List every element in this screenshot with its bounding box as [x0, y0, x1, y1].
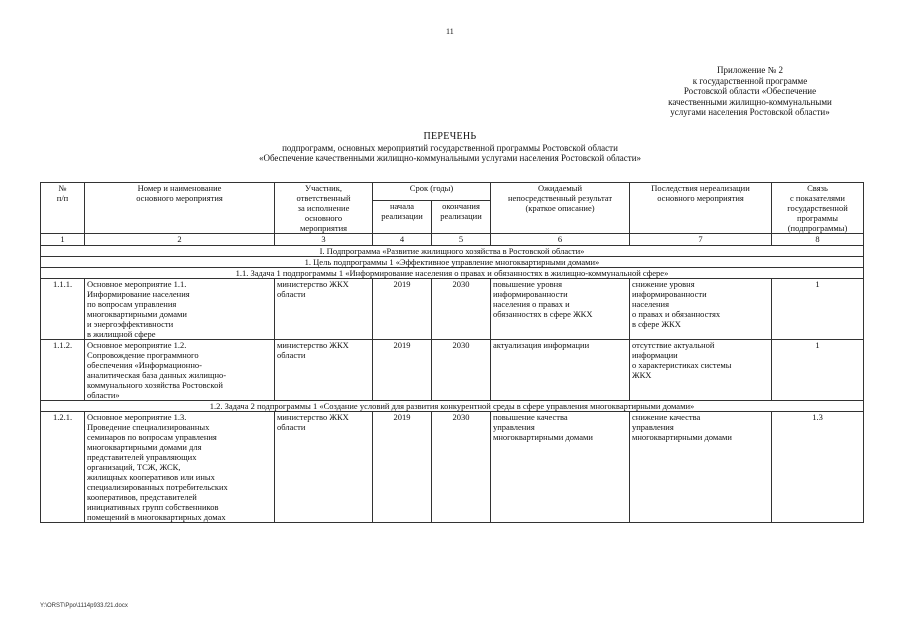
row-num: 1.1.2. — [41, 340, 85, 401]
row-end: 2030 — [432, 340, 491, 401]
row-participant: министерство ЖКХ области — [275, 412, 373, 523]
document-subtitle-line: подпрограмм, основных мероприятий государственной программы Ростовской области — [282, 142, 618, 153]
row-link: 1 — [772, 340, 864, 401]
header-link: Связь с показателями государственной программы (подпрограммы) — [772, 183, 864, 234]
row-end: 2030 — [432, 279, 491, 340]
row-consequences: отсутствие актуальной информации о характеристиках системы ЖКХ — [630, 340, 772, 401]
row-name: Основное мероприятие 1.3. Проведение специализированных семинаров по вопросам управления многоквартирными домами для представителей управляющих организаций, ТСЖ, ЖСК, жилищных кооперативов или иных специализированных потребительских кооперативов, представителей инициативных групп собственников помещений в многоквартирных домах — [85, 412, 275, 523]
goal-title: 1. Цель подпрограммы 1 «Эффективное управление многоквартирными домами» — [41, 257, 864, 268]
header-consequences: Последствия нереализации основного мероприятия — [630, 183, 772, 234]
table-row — [41, 340, 864, 401]
row-start: 2019 — [373, 340, 432, 401]
row-consequences: снижение качества управления многоквартирными домами — [630, 412, 772, 523]
measures-table — [40, 182, 864, 523]
appendix-line: качественными жилищно-коммунальными — [668, 96, 832, 107]
header-name: Номер и наименование основного мероприятия — [85, 183, 275, 234]
row-start: 2019 — [373, 412, 432, 523]
appendix-block — [640, 65, 860, 118]
column-number: 5 — [432, 234, 491, 246]
row-link: 1 — [772, 279, 864, 340]
row-name: Основное мероприятие 1.1. Информирование населения по вопросам управления многоквартирными домами и энергоэффективности в жилищной сфере — [85, 279, 275, 340]
row-name: Основное мероприятие 1.2. Сопровождение программного обеспечения «Информационно- аналитическая база данных жилищно- коммунального хозяйства Ростовской области» — [85, 340, 275, 401]
row-result: повышение качества управления многоквартирными домами — [491, 412, 630, 523]
column-number-row — [41, 234, 864, 246]
appendix-line: Приложение № 2 — [717, 65, 783, 75]
header-num: № п/п — [41, 183, 85, 234]
column-number: 4 — [373, 234, 432, 246]
row-participant: министерство ЖКХ области — [275, 279, 373, 340]
file-path-footer: Y:\ORST\Ppo\1114p933.f21.docx — [40, 603, 128, 609]
row-participant: министерство ЖКХ области — [275, 340, 373, 401]
header-start: начала реализации — [373, 200, 432, 233]
column-number: 3 — [275, 234, 373, 246]
row-num: 1.1.1. — [41, 279, 85, 340]
task-title: 1.2. Задача 2 подпрограммы 1 «Создание условий для развития конкурентной среды в сфере управления многоквартирными домами» — [41, 401, 864, 412]
row-start: 2019 — [373, 279, 432, 340]
row-num: 1.2.1. — [41, 412, 85, 523]
column-number: 8 — [772, 234, 864, 246]
row-consequences: снижение уровня информированности населения о правах и обязанностях в сфере ЖКХ — [630, 279, 772, 340]
column-number: 7 — [630, 234, 772, 246]
header-term: Срок (годы) — [373, 183, 491, 201]
appendix-line: Ростовской области «Обеспечение — [683, 86, 817, 96]
header-participant: Участник, ответственный за исполнение основного мероприятия — [275, 183, 373, 234]
table-row — [41, 412, 864, 523]
page-number: 11 — [446, 27, 454, 36]
section-row — [41, 246, 864, 257]
section-row — [41, 268, 864, 279]
header-row — [41, 183, 864, 201]
header-end: окончания реализации — [432, 200, 491, 233]
row-link: 1.3 — [772, 412, 864, 523]
column-number: 2 — [85, 234, 275, 246]
document-subtitle-line: «Обеспечение качественными жилищно-коммунальными услугами населения Ростовской области» — [258, 153, 642, 163]
row-result: повышение уровня информированности населения о правах и обязанностях в сфере ЖКХ — [491, 279, 630, 340]
row-end: 2030 — [432, 412, 491, 523]
row-result: актуализация информации — [491, 340, 630, 401]
document-title: ПЕРЕЧЕНЬ — [423, 131, 477, 142]
appendix-line: к государственной программе — [692, 75, 808, 86]
column-number: 1 — [41, 234, 85, 246]
table-row — [41, 279, 864, 340]
subprogram-title: I. Подпрограмма «Развитие жилищного хозяйства в Ростовской области» — [41, 246, 864, 257]
section-row — [41, 401, 864, 412]
header-result: Ожидаемый непосредственный результат (краткое описание) — [491, 183, 630, 234]
task-title: 1.1. Задача 1 подпрограммы 1 «Информирование населения о правах и обязанностях в жилищно-коммунальной сфере» — [41, 268, 864, 279]
column-number: 6 — [491, 234, 630, 246]
section-row — [41, 257, 864, 268]
appendix-line: услугами населения Ростовской области» — [670, 107, 830, 117]
document-heading — [150, 132, 750, 164]
